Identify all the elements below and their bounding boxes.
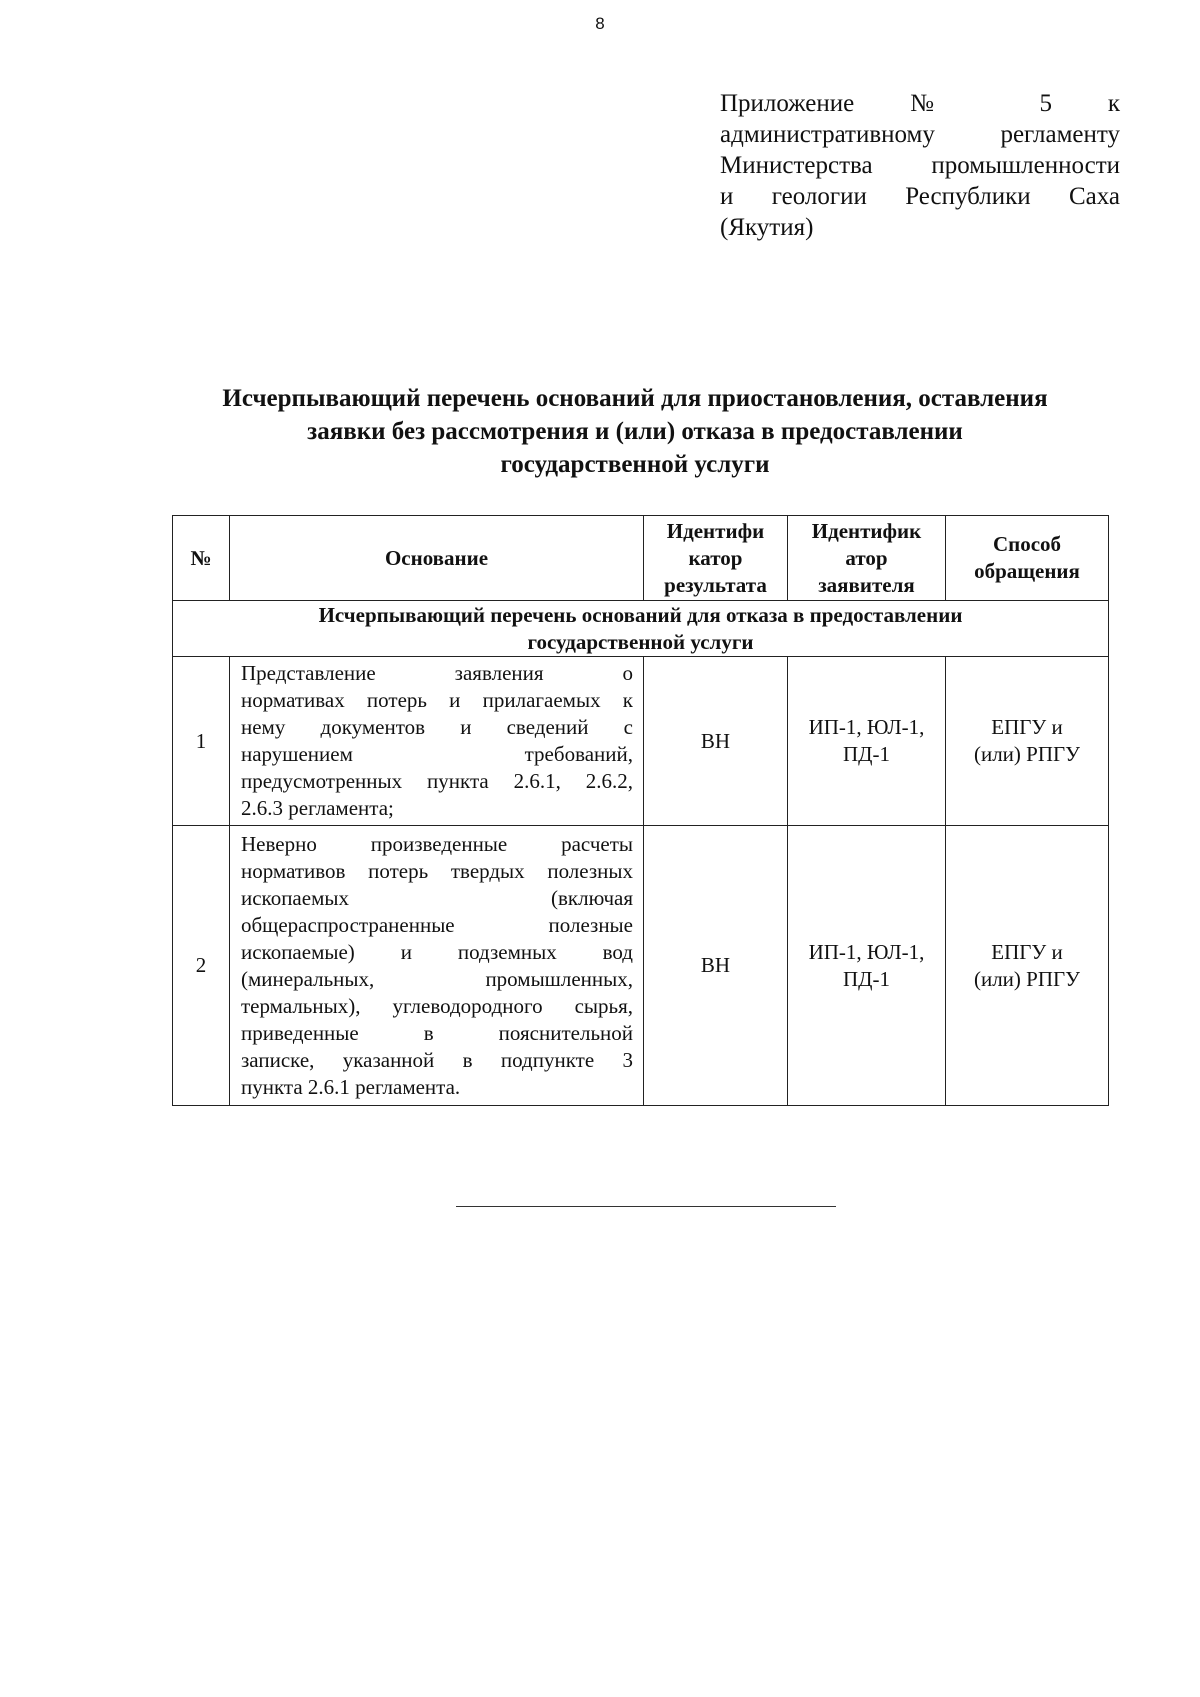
row-number: 1: [173, 657, 230, 826]
table-row: [173, 657, 1109, 826]
section-heading: Исчерпывающий перечень оснований для отказа в предоставлении государственной услуги: [173, 601, 1109, 657]
appendix-note: [720, 88, 1120, 243]
header-num: №: [173, 516, 230, 601]
header-applicant-id: Идентифик атор заявителя: [788, 516, 946, 601]
appendix-line: (Якутия): [720, 214, 814, 241]
appendix-line: административному регламенту: [720, 121, 1120, 148]
row-applicant-id: ИП-1, ЮЛ-1, ПД-1: [788, 826, 946, 1106]
header-result-id: Идентифи катор результата: [644, 516, 788, 601]
header-method: Способ обращения: [946, 516, 1109, 601]
closing-divider: [456, 1206, 836, 1207]
title-line: Исчерпывающий перечень оснований для приостановления, оставления: [222, 385, 1048, 412]
grounds-table: [172, 515, 1109, 1106]
document-title: [150, 382, 1120, 481]
row-number: 2: [173, 826, 230, 1106]
table-row: [173, 826, 1109, 1106]
appendix-line: Министерства промышленности: [720, 152, 1120, 179]
header-basis: Основание: [230, 516, 644, 601]
row-basis: Неверно произведенные расчеты нормативов потерь твердых полезных ископаемых (включая общераспространенные полезные ископаемые) и подземных вод (минеральных, промышленных, термальных), углеводородного сырья, приведенные в пояснительной записке, указанной в подпункте 3 пункта 2.6.1 регламента.: [230, 826, 644, 1106]
appendix-line: и геологии Республики Саха: [720, 183, 1120, 210]
row-result-id: ВН: [644, 826, 788, 1106]
appendix-line: Приложение № 5 к: [720, 90, 1120, 117]
row-basis: Представление заявления о нормативах потерь и прилагаемых к нему документов и сведений с нарушением требований, предусмотренных пункта 2.6.1, 2.6.2, 2.6.3 регламента;: [230, 657, 644, 826]
title-line: заявки без рассмотрения и (или) отказа в предоставлении: [307, 418, 963, 445]
row-method: ЕПГУ и (или) РПГУ: [946, 826, 1109, 1106]
row-result-id: ВН: [644, 657, 788, 826]
table-header-row: [173, 516, 1109, 601]
row-method: ЕПГУ и (или) РПГУ: [946, 657, 1109, 826]
page-number: 8: [595, 14, 605, 33]
row-applicant-id: ИП-1, ЮЛ-1, ПД-1: [788, 657, 946, 826]
section-row: [173, 601, 1109, 657]
title-line: государственной услуги: [500, 451, 770, 478]
